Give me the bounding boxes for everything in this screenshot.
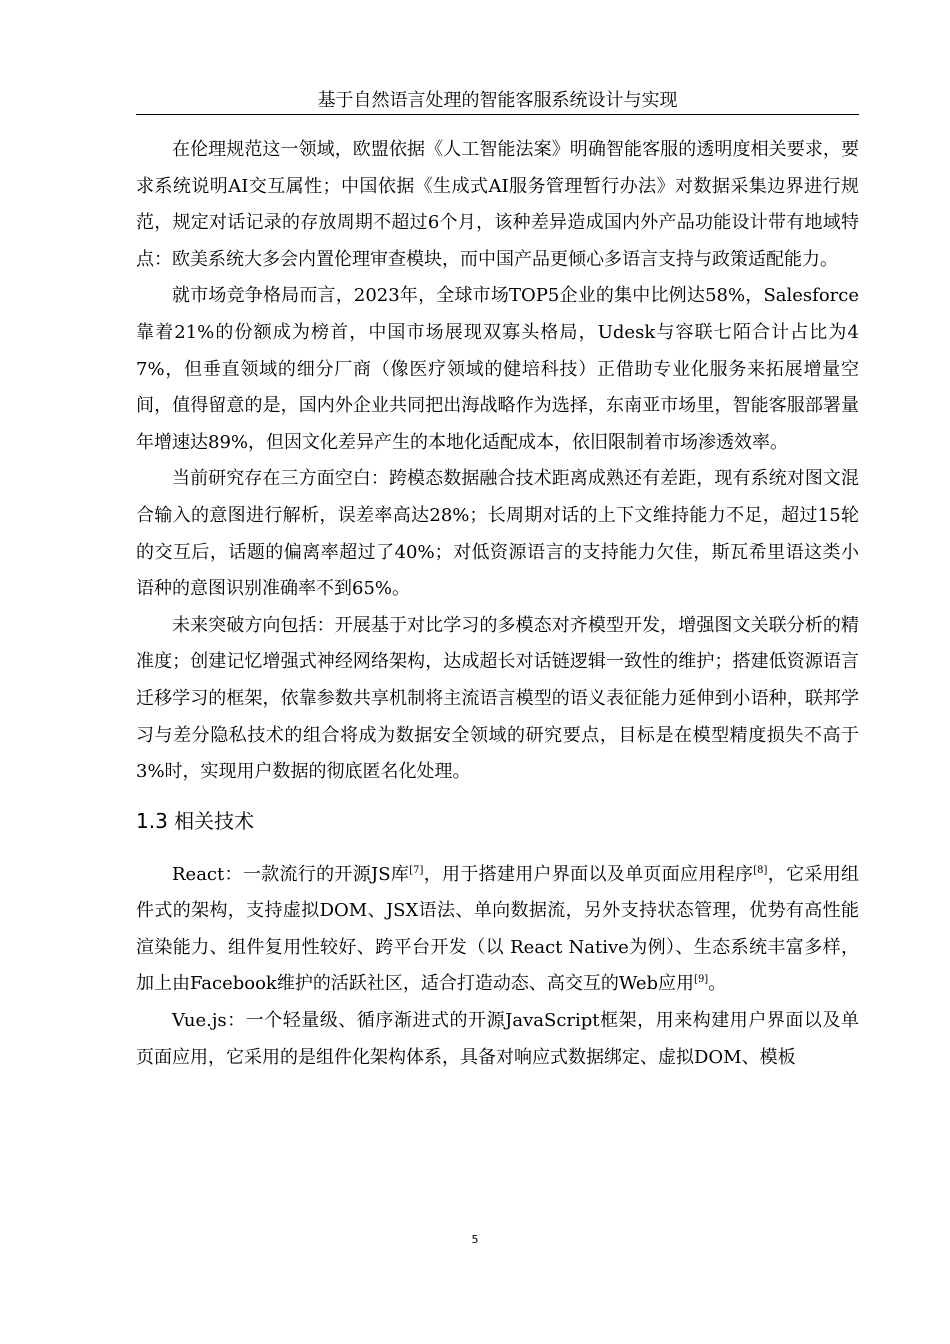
- paragraph-gaps: 当前研究存在三方面空白：跨模态数据融合技术距离成熟还有差距，现有系统对图文混合输入的意图进行解析，误差率高达28%；长周期对话的上下文维持能力不足，超过15轮的交互后，话题的偏离率超过了40%；对低资源语言的支持能力欠佳，斯瓦希里语这类小语种的意图识别准确率不到65%。: [136, 468, 859, 600]
- page-body: [136, 132, 859, 1076]
- react-text-2: ，用于搭建用户界面以及单页面应用程序: [423, 863, 754, 885]
- section-heading: 1.3 相关技术: [136, 808, 255, 833]
- react-text-1: React：一款流行的开源JS库: [172, 863, 410, 885]
- citation-9: [9]: [694, 974, 709, 986]
- paragraph-react: [136, 857, 859, 1003]
- paragraph-market: 就市场竞争格局而言，2023年，全球市场TOP5企业的集中比例达58%，Salesforce靠着21%的份额成为榜首，中国市场展现双寡头格局，Udesk与容联七陌合计占比为47%，但垂直领域的细分厂商（像医疗领域的健培科技）正借助专业化服务来拓展增量空间，值得留意的是，国内外企业共同把出海战略作为选择，东南亚市场里，智能客服部署量年增速达89%，但因文化差异产生的本地化适配成本，依旧限制着市场渗透效率。: [136, 285, 859, 453]
- running-header: 基于自然语言处理的智能客服系统设计与实现: [136, 88, 859, 115]
- react-text-3: ，它采用组件式的架构，支持虚拟DOM、JSX语法、单向数据流，另外支持状态管理，优势有高性能渲染能力、组件复用性较好、跨平台开发（以 React Native为例）、生态系统丰富多样，加上由Facebook维护的活跃社区，适合打造动态、高交互的Web应用: [136, 863, 860, 995]
- citation-7: [7]: [409, 864, 424, 876]
- react-text-4: 。: [708, 973, 727, 995]
- page-number: 5: [471, 1233, 479, 1246]
- paragraph-vue: Vue.js：一个轻量级、循序渐进式的开源JavaScript框架，用来构建用户界面以及单页面应用，它采用的是组件化架构体系，具备对响应式数据绑定、虚拟DOM、模板: [136, 1010, 859, 1068]
- paragraph-future: 未来突破方向包括：开展基于对比学习的多模态对齐模型开发，增强图文关联分析的精准度；创建记忆增强式神经网络架构，达成超长对话链逻辑一致性的维护；搭建低资源语言迁移学习的框架，依靠参数共享机制将主流语言模型的语义表征能力延伸到小语种，联邦学习与差分隐私技术的组合将成为数据安全领域的研究要点，目标是在模型精度损失不高于3%时，实现用户数据的彻底匿名化处理。: [136, 614, 859, 783]
- paragraph-ethics: 在伦理规范这一领域，欧盟依据《人工智能法案》明确智能客服的透明度相关要求，要求系统说明AI交互属性；中国依据《生成式AI服务管理暂行办法》对数据采集边界进行规范，规定对话记录的存放周期不超过6个月，该种差异造成国内外产品功能设计带有地域特点：欧美系统大多会内置伦理审查模块，而中国产品更倾心多语言支持与政策适配能力。: [136, 139, 859, 270]
- citation-8: [8]: [753, 864, 768, 876]
